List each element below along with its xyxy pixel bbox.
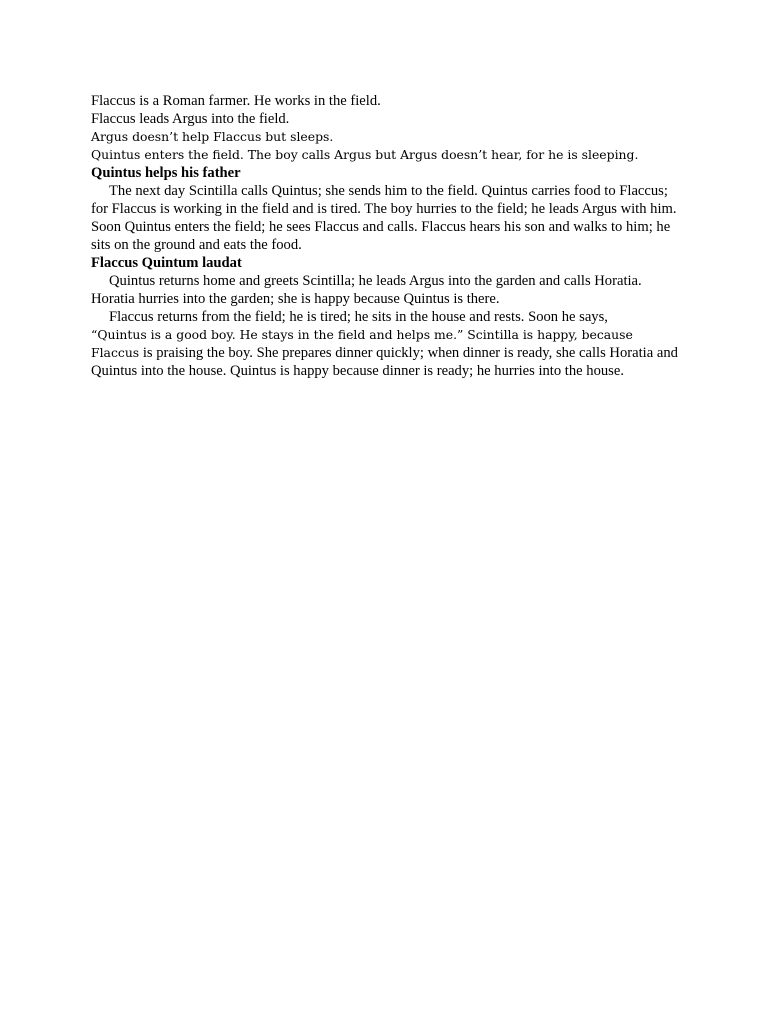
paragraph-flaccus-returns-part2: is praising the boy. She prepares dinner quickly; when dinner is ready, she calls Horatia and Quintus into the house. Quintus is happy because dinner is ready; he hurries into the house. [91,345,678,379]
document-body [91,92,681,380]
paragraph-flaccus-returns-part1: Flaccus returns from the field; he is tired; he sits in the house and rests. Soon he says, [109,309,608,325]
paragraph-flaccus-returns [91,308,681,380]
paragraph-quintus-returns: Quintus returns home and greets Scintilla; he leads Argus into the garden and calls Horatia. Horatia hurries into the garden; she is happy because Quintus is there. [91,273,642,307]
paragraph-quintus-helps: The next day Scintilla calls Quintus; she sends him to the field. Quintus carries food to Flaccus; for Flaccus is working in the field and is tired. The boy hurries to the field; he leads Argus with him. Soon Quintus enters the field; he sees Flaccus and calls. Flaccus hears his son and walks to him; he sits on the ground and eats the food. [91,183,677,253]
section-heading-quintus-helps: Quintus helps his father [91,165,241,181]
intro-line-2: Flaccus leads Argus into the field. [91,111,290,127]
section-heading-flaccus-laudat: Flaccus Quintum laudat [91,255,242,271]
intro-line-3: Argus doesn’t help Flaccus but sleeps. [91,129,334,144]
intro-line-4: Quintus enters the field. The boy calls Argus but Argus doesn’t hear, for he is sleeping. [91,147,639,162]
intro-line-1: Flaccus is a Roman farmer. He works in the field. [91,93,381,109]
paragraph-flaccus-quote: “Quintus is a good boy. He stays in the field and helps me.” Scintilla is happy, because Flaccus [91,327,633,360]
